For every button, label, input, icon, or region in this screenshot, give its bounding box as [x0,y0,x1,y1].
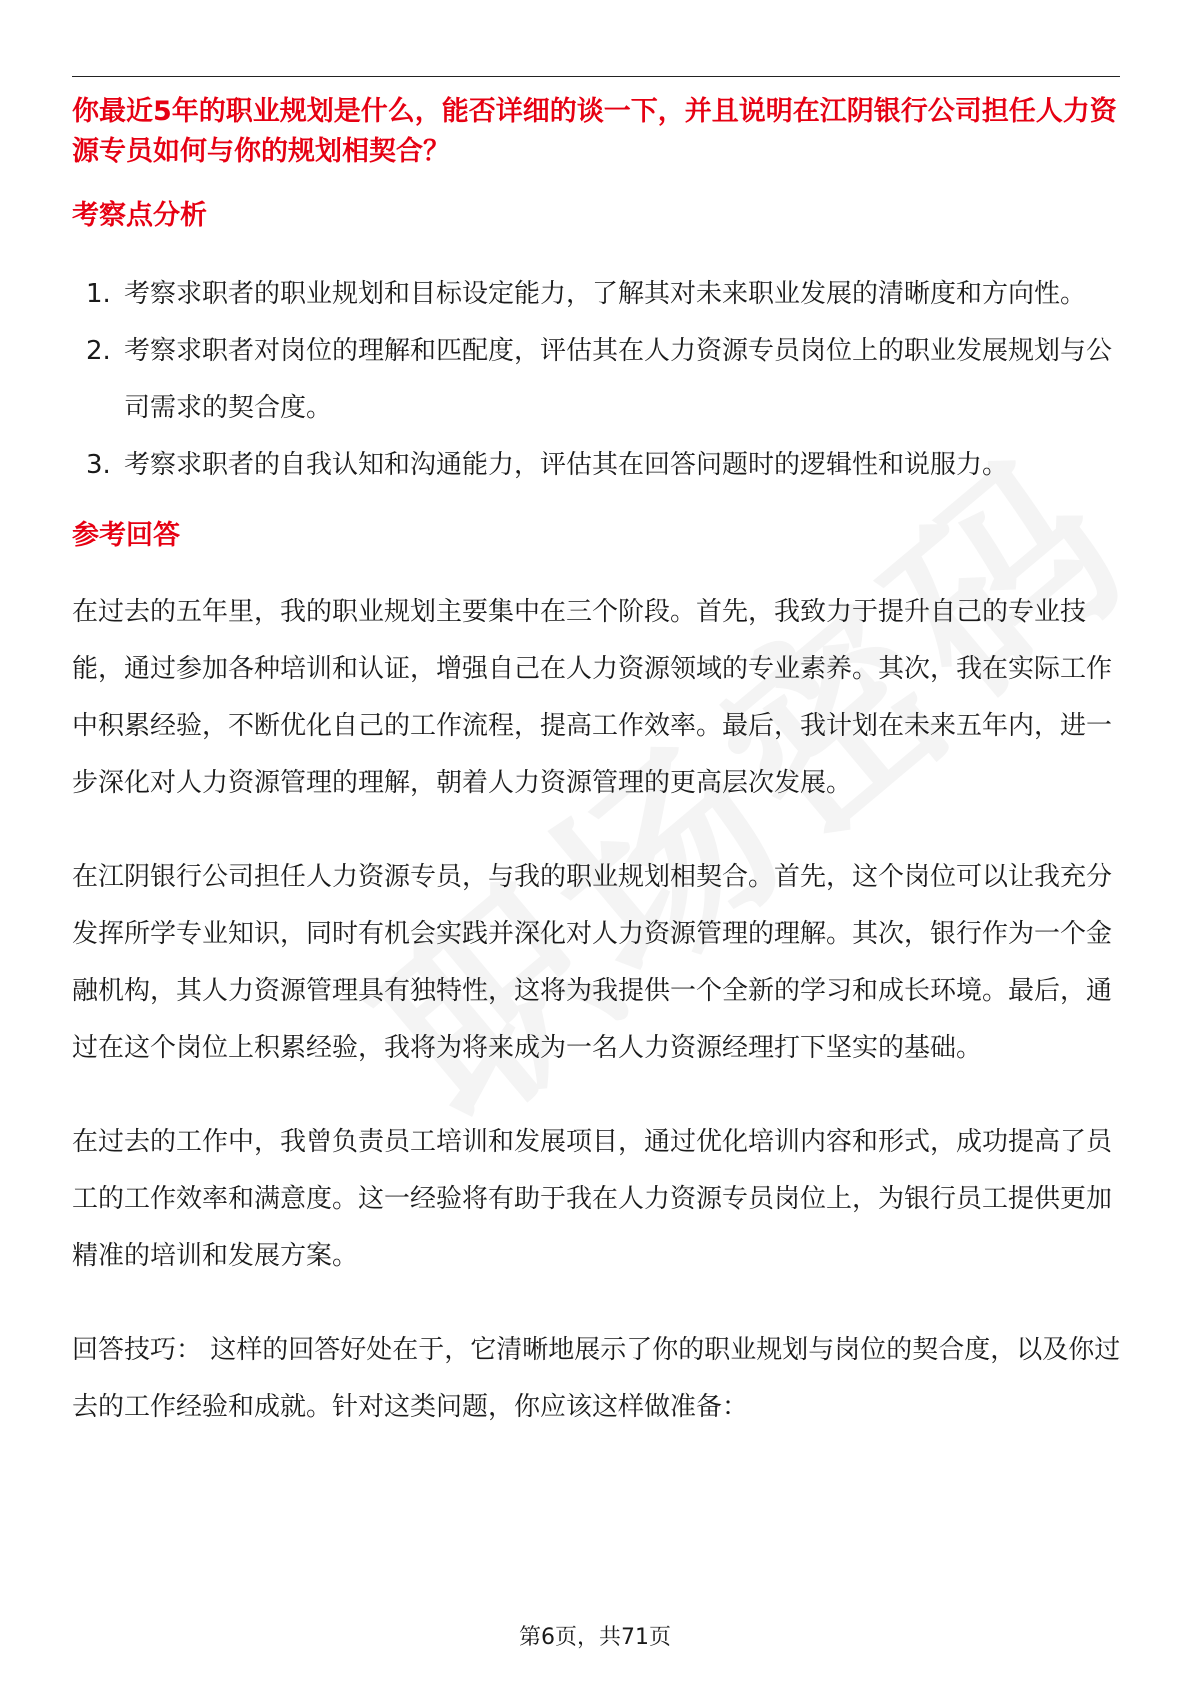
analysis-title: 考察点分析 [72,200,207,231]
list-item [72,266,1122,323]
question-heading: 你最近5年的职业规划是什么，能否详细的谈一下，并且说明在江阴银行公司担任人力资源专员如何与你的规划相契合？ [72,96,1117,167]
page-number: 第6页，共71页 [519,1625,671,1650]
analysis-list [72,266,1122,494]
list-number: 3. [86,450,111,480]
list-text: 考察求职者对岗位的理解和匹配度，评估其在人力资源专员岗位上的职业发展规划与公司需求的契合度。 [124,336,1113,423]
answer-tips: 回答技巧： 这样的回答好处在于，它清晰地展示了你的职业规划与岗位的契合度，以及你过去的工作经验和成就。针对这类问题，你应该这样做准备： [72,1335,1121,1422]
top-divider [72,76,1120,77]
list-item [72,437,1122,494]
list-text: 考察求职者的自我认知和沟通能力，评估其在回答问题时的逻辑性和说服力。 [124,450,1009,480]
answer-paragraph: 在过去的五年里，我的职业规划主要集中在三个阶段。首先，我致力于提升自己的专业技能，通过参加各种培训和认证，增强自己在人力资源领域的专业素养。其次，我在实际工作中积累经验，不断优化自己的工作流程，提高工作效率。最后，我计划在未来五年内，进一步深化对人力资源管理的理解，朝着人力资源管理的更高层次发展。 [72,597,1113,798]
list-text: 考察求职者的职业规划和目标设定能力，了解其对未来职业发展的清晰度和方向性。 [124,279,1087,309]
list-number: 2. [86,336,111,366]
page-content [72,92,1122,1436]
list-item [72,323,1122,437]
answer-title: 参考回答 [72,520,180,551]
answer-paragraph: 在江阴银行公司担任人力资源专员，与我的职业规划相契合。首先，这个岗位可以让我充分发挥所学专业知识，同时有机会实践并深化对人力资源管理的理解。其次，银行作为一个金融机构，其人力资源管理具有独特性，这将为我提供一个全新的学习和成长环境。最后，通过在这个岗位上积累经验，我将为将来成为一名人力资源经理打下坚实的基础。 [72,862,1113,1063]
answer-paragraph: 在过去的工作中，我曾负责员工培训和发展项目，通过优化培训内容和形式，成功提高了员工的工作效率和满意度。这一经验将有助于我在人力资源专员岗位上，为银行员工提供更加精准的培训和发展方案。 [72,1127,1113,1271]
list-number: 1. [86,279,111,309]
